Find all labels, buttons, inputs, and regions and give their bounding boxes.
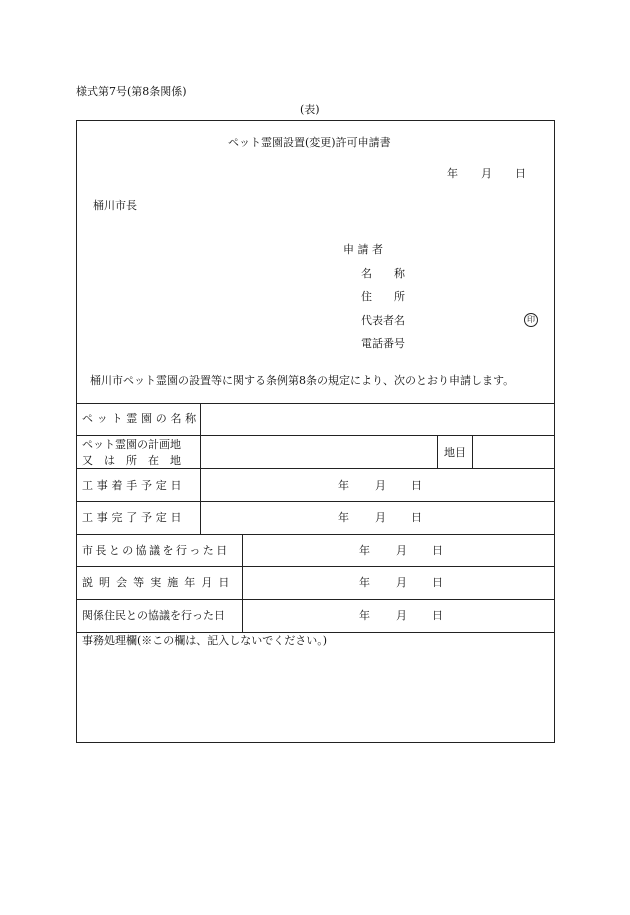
table-line [200, 403, 201, 534]
residents-consultation-month: 月 [396, 609, 407, 622]
pet-cemetery-name-label: ペット霊園の名称 [82, 412, 200, 425]
table-line [242, 534, 243, 632]
phone-label: 電話番号 [361, 337, 405, 350]
addressee: 桶川市長 [93, 199, 137, 212]
construction-completion-month: 月 [375, 511, 386, 524]
form-title: ペット霊園設置(変更)許可申請書 [228, 136, 391, 149]
mayor-consultation-label: 市長との協議を行った日 [82, 544, 230, 557]
land-category-field[interactable] [476, 439, 550, 464]
form-number: 様式第7号(第8条関係) [76, 85, 187, 98]
applicant-heading: 申 請 者 [343, 243, 383, 256]
applicant-address-label: 住 所 [361, 290, 405, 303]
side-label: (表) [300, 103, 320, 116]
table-line [76, 534, 555, 535]
applicant-name-label: 名 称 [361, 267, 405, 280]
table-line [76, 632, 555, 633]
briefing-month: 月 [396, 576, 407, 589]
briefing-day: 日 [432, 576, 443, 589]
mayor-consultation-month: 月 [396, 544, 407, 557]
representative-label: 代表者名 [361, 314, 405, 327]
planned-location-field[interactable] [204, 439, 432, 464]
construction-completion-day: 日 [411, 511, 422, 524]
residents-consultation-year: 年 [359, 609, 370, 622]
briefing-year: 年 [359, 576, 370, 589]
seal-mark: 印 [524, 313, 538, 327]
planned-location-label-line2: 又 は 所 在 地 [82, 454, 181, 467]
construction-start-month: 月 [375, 479, 386, 492]
mayor-consultation-day: 日 [432, 544, 443, 557]
residents-consultation-label: 関係住民との協議を行った日 [82, 609, 225, 622]
land-category-label: 地目 [444, 446, 466, 459]
date-month: 月 [481, 167, 492, 180]
office-use-note: 事務処理欄(※この欄は、記入しないでください。) [82, 634, 328, 647]
table-line [76, 501, 555, 502]
date-year: 年 [447, 167, 458, 180]
table-line [472, 435, 473, 468]
pet-cemetery-name-field[interactable] [204, 407, 550, 431]
construction-start-year: 年 [338, 479, 349, 492]
construction-start-label: 工事着手予定日 [82, 479, 186, 492]
application-statement: 桶川市ペット霊園の設置等に関する条例第8条の規定により、次のとおり申請します。 [90, 374, 515, 387]
construction-start-day: 日 [411, 479, 422, 492]
table-line [437, 435, 438, 468]
briefing-date-label: 説明会等実施年月日 [82, 576, 236, 589]
table-line [76, 566, 555, 567]
table-line [76, 599, 555, 600]
residents-consultation-day: 日 [432, 609, 443, 622]
table-line [76, 468, 555, 469]
table-line [76, 403, 555, 404]
construction-completion-label: 工事完了予定日 [82, 511, 186, 524]
planned-location-label-line1: ペット霊園の計画地 [82, 438, 181, 451]
construction-completion-year: 年 [338, 511, 349, 524]
date-day: 日 [515, 167, 526, 180]
mayor-consultation-year: 年 [359, 544, 370, 557]
application-form-frame [76, 120, 555, 743]
table-line [76, 435, 555, 436]
